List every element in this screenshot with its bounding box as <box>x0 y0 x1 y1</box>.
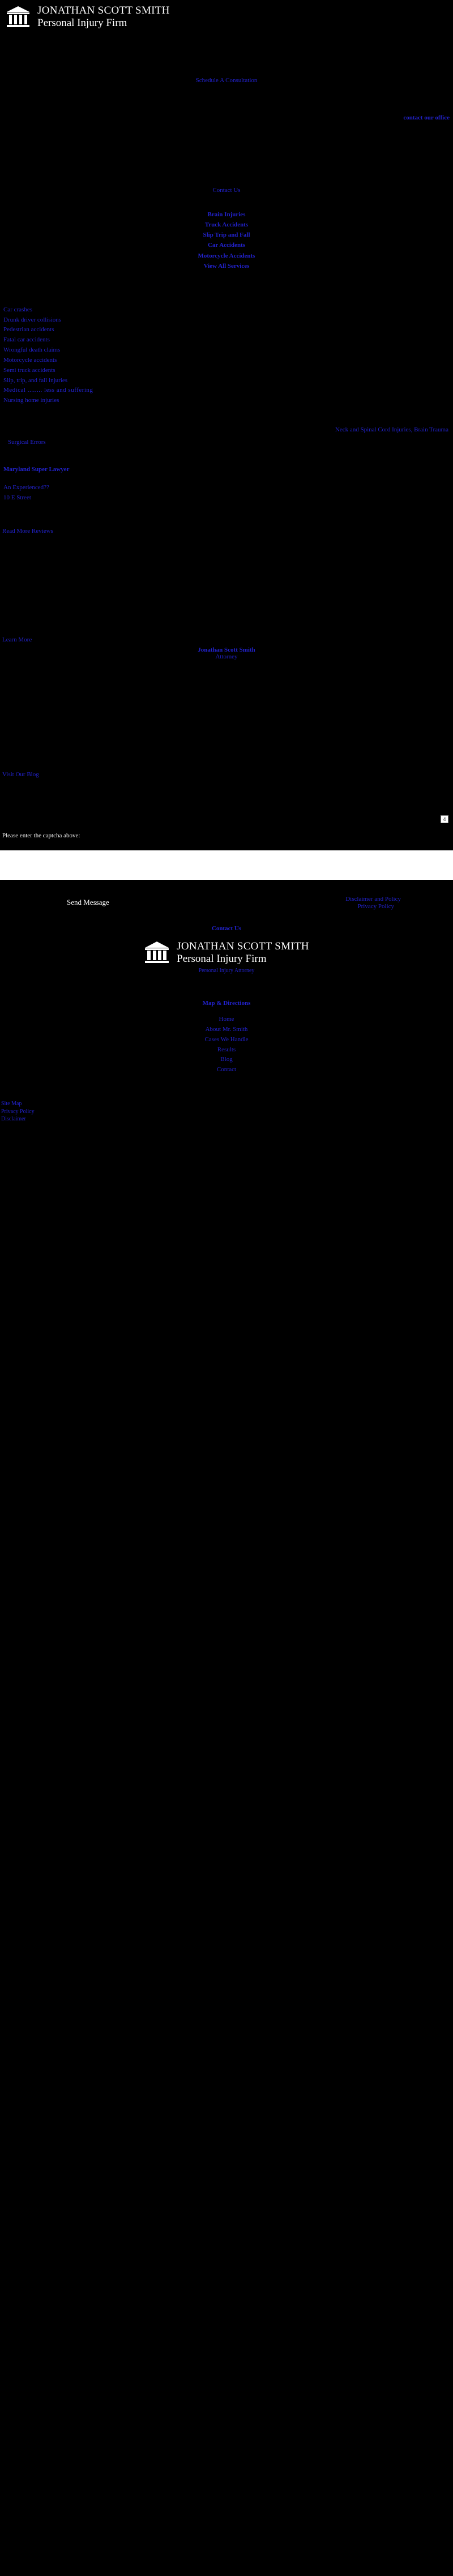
list-item[interactable] <box>3 376 453 386</box>
footer-nav-label[interactable]: Cases We Handle <box>204 1035 249 1043</box>
practice-area-list <box>0 271 453 406</box>
injury-info-row <box>0 426 453 466</box>
practice-list-link[interactable]: Car crashes <box>3 306 33 313</box>
privacy-policy-label[interactable]: Privacy Policy <box>357 903 394 910</box>
practice-list-link[interactable]: Fatal car accidents <box>3 336 50 344</box>
learn-more-link[interactable] <box>0 636 453 643</box>
footer-nav-label[interactable]: Blog <box>220 1056 233 1063</box>
surgical-errors-label[interactable]: Surgical Errors <box>8 438 46 446</box>
contact-us-heading-link[interactable]: Contact Us <box>212 187 241 194</box>
attorney-role: Attorney <box>215 653 238 661</box>
disclaimer-link[interactable] <box>345 896 401 902</box>
award-title: Maryland Super Lawyer <box>3 465 70 473</box>
office-line-2: 10 E Street <box>3 494 31 501</box>
footer-contact-heading[interactable] <box>0 915 453 932</box>
attorney-name-label[interactable]: Jonathan Scott Smith <box>198 647 255 654</box>
practice-list-link[interactable]: Semi truck accidents <box>3 366 55 374</box>
learn-more-label[interactable]: Learn More <box>2 636 32 644</box>
footer-bottom-label[interactable]: Site Map <box>1 1101 22 1107</box>
footer-link-disclaimer[interactable] <box>1 1115 453 1123</box>
send-message-button[interactable]: Send Message <box>67 898 109 907</box>
spacer <box>0 846 453 850</box>
contact-us-section <box>0 154 453 194</box>
footer-brand-subtitle: Personal Injury Firm <box>177 953 267 965</box>
footer-nav-label[interactable]: Contact <box>216 1066 237 1073</box>
footer-nav-label[interactable]: Home <box>219 1016 234 1023</box>
contact-office-link[interactable] <box>403 114 450 121</box>
captcha-value[interactable]: 4 <box>441 815 448 823</box>
surgical-errors-link[interactable] <box>8 439 46 446</box>
footer-nav-item-blog[interactable] <box>0 1055 453 1065</box>
footer-tagline: Personal Injury Attorney <box>198 968 255 974</box>
footer-contact-heading-label[interactable]: Contact Us <box>211 925 242 932</box>
practice-list-link[interactable]: Slip, trip, and fall injuries <box>3 376 68 384</box>
disclaimer-label[interactable]: Disclaimer and Policy <box>345 896 401 903</box>
map-directions-label[interactable]: Map & Directions <box>202 1000 251 1007</box>
captcha-input-field[interactable] <box>0 850 453 880</box>
spacer <box>0 534 453 636</box>
practice-item-truck-accidents[interactable] <box>0 220 453 230</box>
brand-name: JONATHAN SCOTT SMITH <box>37 5 170 17</box>
captcha-area <box>0 812 453 846</box>
footer-link-sitemap[interactable] <box>1 1100 453 1108</box>
courthouse-icon <box>144 940 170 966</box>
spinal-brain-label[interactable]: Neck and Spinal Cord Injuries, Brain Trauma <box>335 426 448 433</box>
footer-bottom-label[interactable]: Disclaimer <box>1 1116 26 1123</box>
practice-list-link[interactable]: Motorcycle accidents <box>3 356 57 363</box>
list-item[interactable] <box>3 366 453 376</box>
footer-brand-text <box>177 940 309 965</box>
form-actions-row <box>0 895 453 915</box>
captcha-prompt: Please enter the captcha above: <box>2 832 80 840</box>
hero-section <box>0 35 453 154</box>
practice-item-brain-injuries[interactable] <box>0 209 453 220</box>
practice-list-link[interactable]: Pedestrian accidents <box>3 326 54 333</box>
footer-nav-item-home[interactable] <box>0 1015 453 1025</box>
spacer <box>0 778 453 812</box>
practice-link[interactable]: Car Accidents <box>207 242 246 249</box>
list-item[interactable] <box>3 325 453 335</box>
footer-brand-name: JONATHAN SCOTT SMITH <box>177 940 309 953</box>
practice-link[interactable]: Motorcycle Accidents <box>198 252 255 259</box>
practice-link[interactable]: Brain Injuries <box>207 211 246 218</box>
footer-nav-label[interactable]: About Mr. Smith <box>205 1025 248 1033</box>
spinal-brain-link[interactable] <box>335 426 448 433</box>
footer-nav-label[interactable]: Results <box>217 1046 236 1053</box>
site-header <box>0 0 453 35</box>
footer-nav <box>0 1007 453 1075</box>
spacer <box>0 880 453 895</box>
list-item[interactable] <box>3 356 453 366</box>
list-item[interactable] <box>3 386 453 396</box>
brand-subtitle: Personal Injury Firm <box>37 17 127 29</box>
read-more-reviews-label[interactable]: Read More Reviews <box>2 528 53 535</box>
privacy-policy-link[interactable] <box>358 903 394 910</box>
featured-practice-areas <box>0 194 453 271</box>
view-all-services-label[interactable]: View All Services <box>203 262 250 269</box>
list-item[interactable] <box>3 315 453 326</box>
footer-bottom-links <box>0 1075 453 1123</box>
schedule-consultation-label[interactable]: Schedule A Consultation <box>195 77 258 84</box>
practice-list-link[interactable]: Medical ........ less and suffering <box>3 387 93 394</box>
spacer <box>0 406 453 426</box>
list-item[interactable] <box>3 396 453 406</box>
practice-link[interactable]: Truck Accidents <box>204 221 249 229</box>
list-item[interactable] <box>3 335 453 345</box>
spacer <box>0 503 453 528</box>
footer-nav-item-contact[interactable] <box>0 1065 453 1075</box>
footer-bottom-label[interactable]: Privacy Policy <box>1 1108 35 1115</box>
attorney-name-link[interactable] <box>0 647 453 653</box>
practice-list-link[interactable]: Wrongful death claims <box>3 346 61 354</box>
practice-item-slip-trip-fall[interactable] <box>0 230 453 240</box>
practice-list-link[interactable]: Drunk driver collisions <box>3 316 62 323</box>
attorney-card <box>0 647 453 660</box>
contact-office-label[interactable]: contact our office <box>403 114 450 121</box>
visit-blog-label[interactable]: Visit Our Blog <box>2 771 39 778</box>
footer-nav-item-cases[interactable] <box>0 1035 453 1045</box>
office-line-1: An Experienced?? <box>3 483 49 491</box>
practice-list-link[interactable]: Nursing home injuries <box>3 397 59 404</box>
practice-item-motorcycle-accidents[interactable] <box>0 251 453 261</box>
practice-item-car-accidents[interactable] <box>0 240 453 250</box>
brand-text <box>37 5 170 29</box>
read-more-reviews-link[interactable] <box>0 528 453 534</box>
courthouse-icon <box>6 5 31 29</box>
list-item[interactable] <box>3 305 453 315</box>
footer-link-privacy[interactable] <box>1 1108 453 1116</box>
practice-link[interactable]: Slip Trip and Fall <box>203 232 250 239</box>
footer-nav-item-results[interactable] <box>0 1045 453 1055</box>
map-directions-heading[interactable] <box>0 974 453 1007</box>
list-item[interactable] <box>3 345 453 356</box>
spacer <box>0 660 453 771</box>
view-all-services-link[interactable] <box>0 261 453 271</box>
visit-blog-link[interactable] <box>0 771 453 778</box>
footer-brand <box>0 932 453 966</box>
office-info-block <box>0 466 453 503</box>
schedule-consultation-link[interactable] <box>0 77 453 84</box>
footer-nav-item-about[interactable] <box>0 1025 453 1035</box>
